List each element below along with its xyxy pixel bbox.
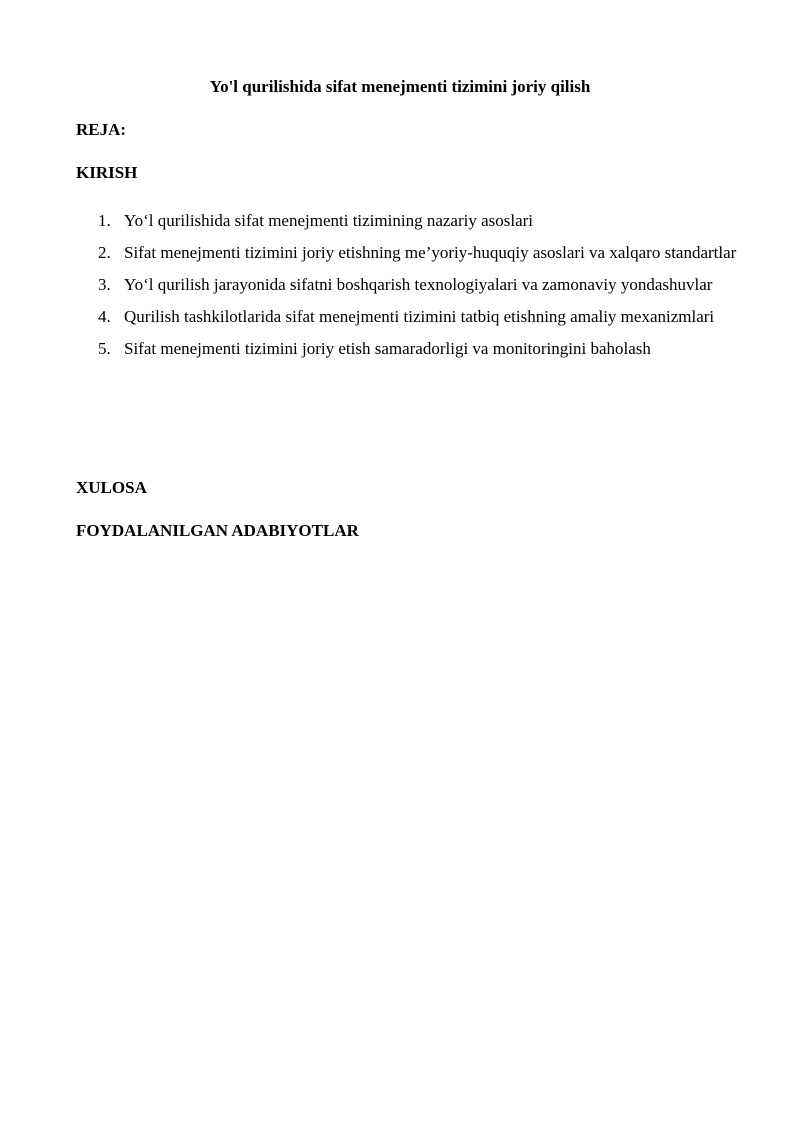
section-heading-kirish: KIRISH <box>76 163 138 182</box>
plan-item-number: 1. <box>98 211 111 230</box>
plan-item-3 <box>76 269 742 301</box>
plan-item-4 <box>76 301 742 333</box>
plan-item-text: Sifat menejmenti tizimini joriy etishning me’yoriy-huquqiy asoslari va xalqaro standartlar <box>124 243 737 262</box>
plan-item-number: 5. <box>98 339 111 358</box>
section-heading-references: FOYDALANILGAN ADABIYOTLAR <box>76 521 359 540</box>
section-heading-xulosa: XULOSA <box>76 478 147 497</box>
plan-item-number: 4. <box>98 307 111 326</box>
plan-item-text: Qurilish tashkilotlarida sifat menejmenti tizimini tatbiq etishning amaliy mexanizmlari <box>124 307 715 326</box>
plan-item-number: 3. <box>98 275 111 294</box>
plan-item-1 <box>76 205 742 237</box>
plan-item-text: Yo‘l qurilish jarayonida sifatni boshqarish texnologiyalari va zamonaviy yondashuvlar <box>124 275 713 294</box>
plan-item-2 <box>76 237 742 269</box>
section-heading-reja: REJA: <box>76 120 127 139</box>
plan-item-text: Sifat menejmenti tizimini joriy etish samaradorligi va monitoringini baholash <box>124 339 651 358</box>
plan-list <box>76 205 742 365</box>
plan-item-number: 2. <box>98 243 111 262</box>
plan-item-5 <box>76 333 742 365</box>
document-title: Yo'l qurilishida sifat menejmenti tizimini joriy qilish <box>209 77 591 96</box>
plan-item-text: Yo‘l qurilishida sifat menejmenti tizimining nazariy asoslari <box>124 211 534 230</box>
